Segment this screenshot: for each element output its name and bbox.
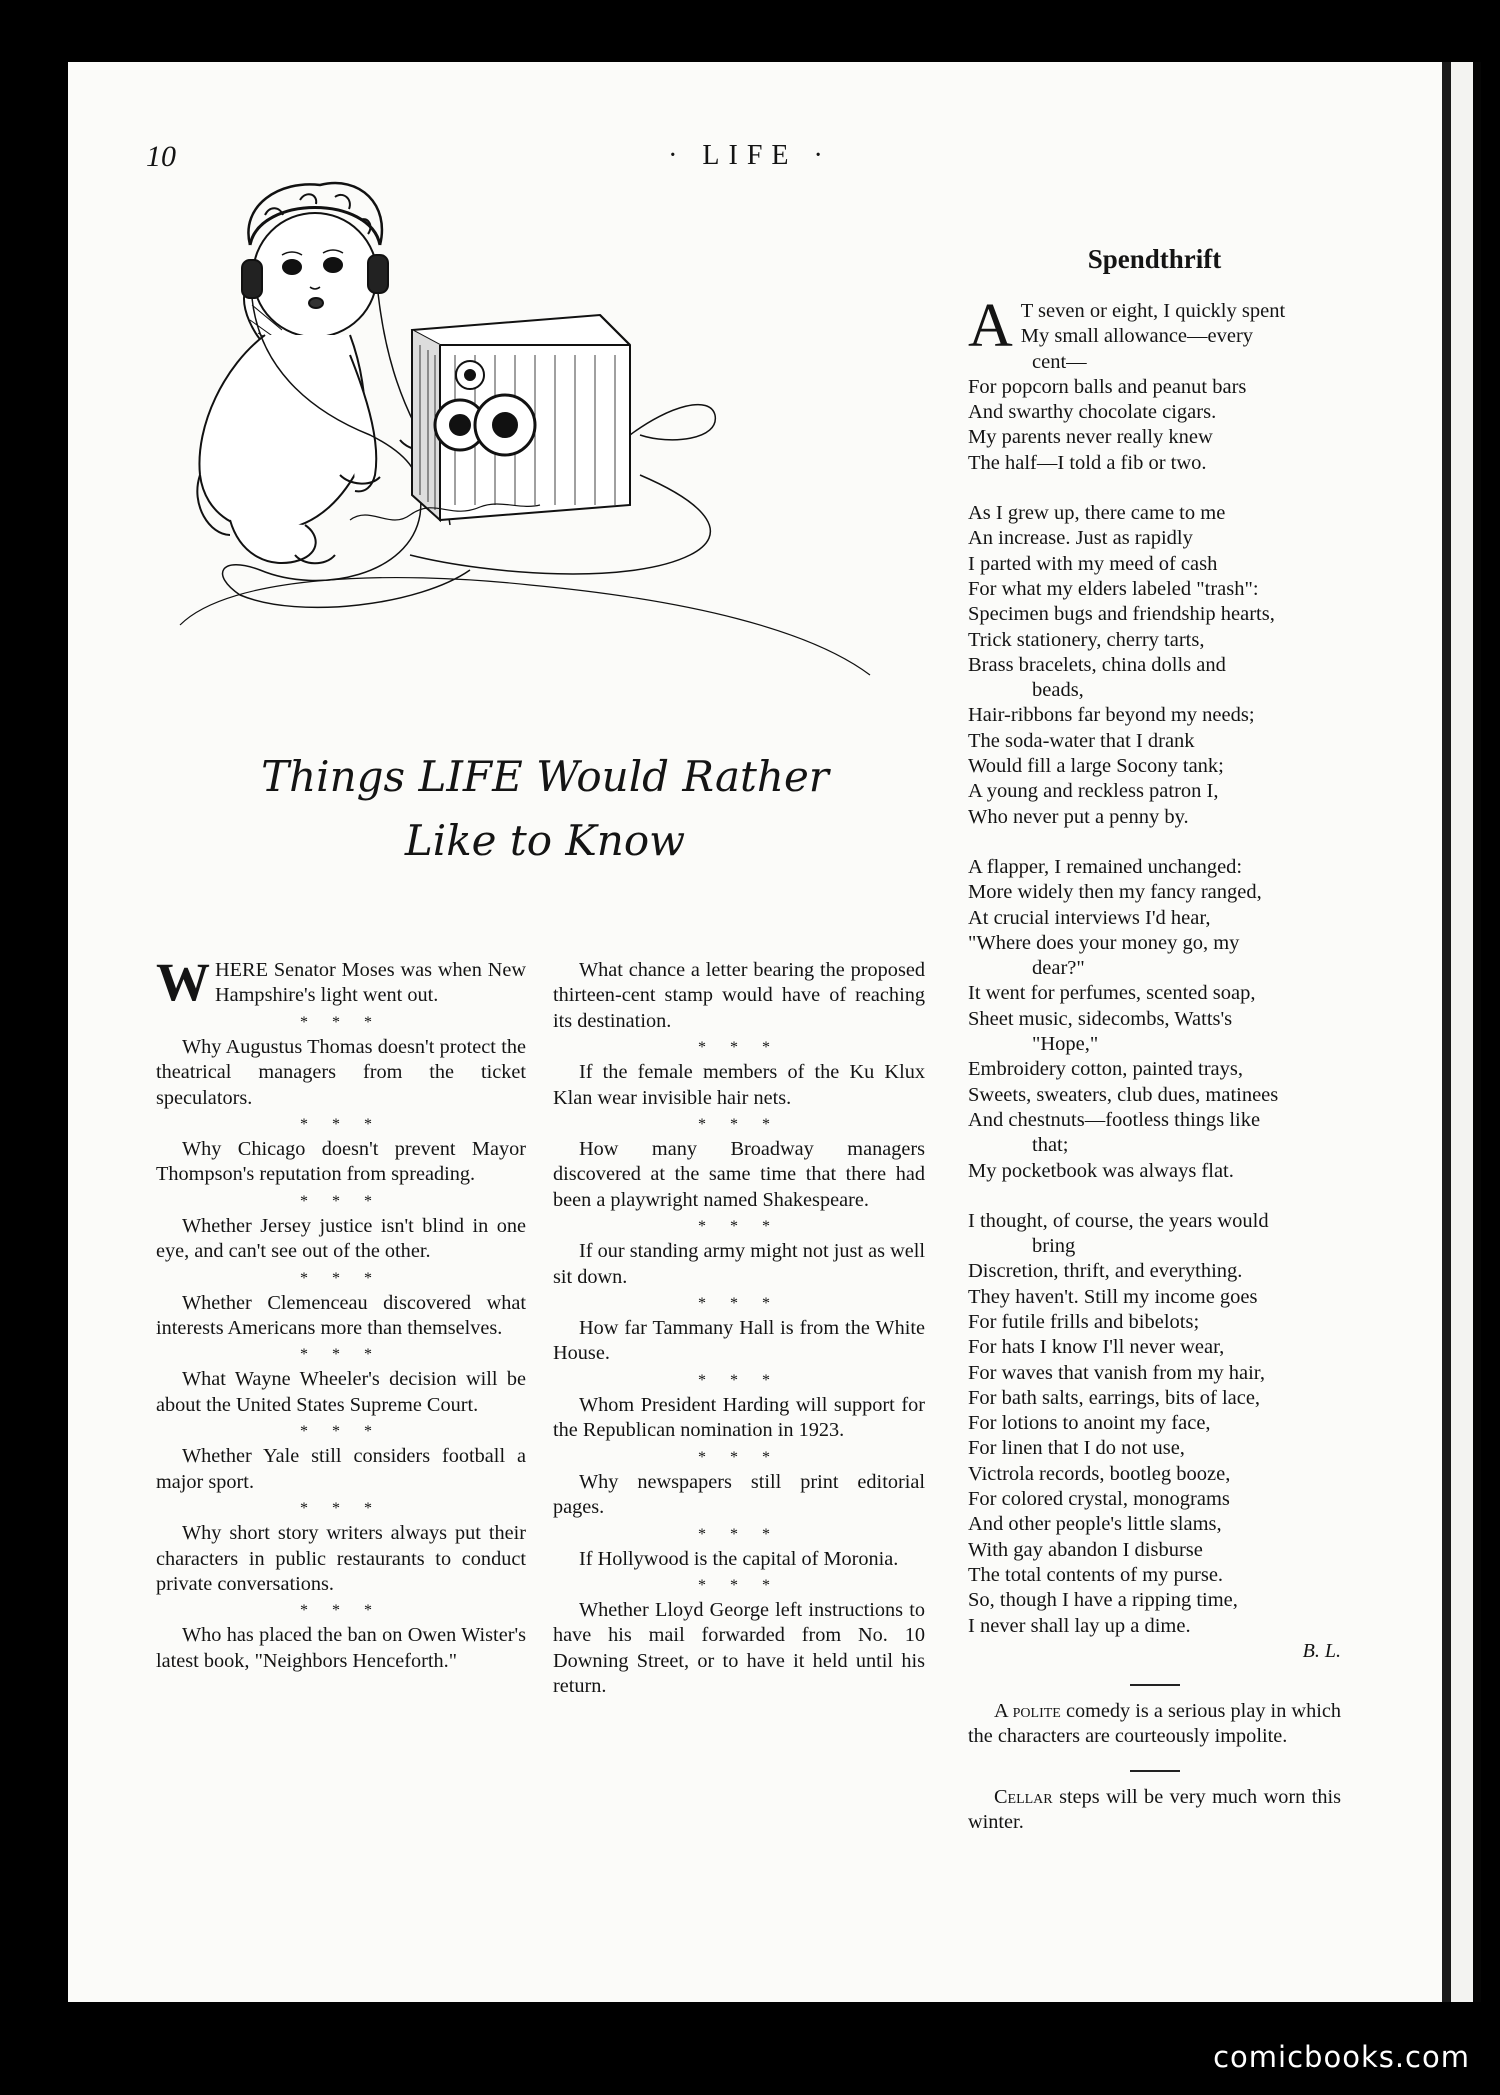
poem-line: I never shall lay up a dime.	[968, 1614, 1191, 1637]
feature-item: Why Augustus Thomas doesn't protect the theatrical managers from the ticket speculators.	[156, 1035, 526, 1109]
poem-line: For linen that I do not use,	[968, 1437, 1185, 1460]
feature-column-2	[553, 958, 925, 1700]
separator: * * *	[300, 1423, 382, 1441]
separator: * * *	[698, 1039, 780, 1057]
page-number: 10	[146, 140, 176, 173]
poem-line: beads,	[1032, 679, 1084, 702]
binding-shadow	[1473, 62, 1481, 2002]
poem-line: dear?"	[1032, 957, 1085, 980]
feature-title-line-2: Like to Know	[404, 816, 686, 865]
feature-item: Whom President Harding will support for the Republican nomination in 1923.	[553, 1393, 925, 1442]
poem-line: For popcorn balls and peanut bars	[968, 375, 1247, 398]
poem-line: So, though I have a ripping time,	[968, 1589, 1238, 1612]
poem-line: The soda-water that I drank	[968, 729, 1195, 752]
separator: * * *	[698, 1295, 780, 1313]
feature-item: How many Broadway managers discovered at the same time that there had been a playwright named Shakespeare.	[553, 1138, 925, 1211]
page-edge	[1442, 62, 1451, 2002]
poem-line: At crucial interviews I'd hear,	[968, 906, 1211, 929]
poem-line: Discretion, thrift, and everything.	[968, 1260, 1243, 1283]
separator: * * *	[300, 1116, 382, 1134]
poem-line: Who never put a penny by.	[968, 805, 1189, 828]
poem-line: bring	[1032, 1235, 1076, 1258]
poem-line: that;	[1032, 1134, 1069, 1157]
poem-line: "Hope,"	[1032, 1033, 1099, 1056]
separator: * * *	[300, 1013, 382, 1031]
poem-line: "Where does your money go, my	[968, 931, 1240, 954]
poem-line: With gay abandon I disburse	[968, 1538, 1203, 1561]
poem-line: More widely then my fancy ranged,	[968, 881, 1262, 904]
poem-stanza-3	[968, 855, 1341, 1184]
feature-item: Whether Lloyd George left instructions to have his mail forwarded from No. 10 Downing Street, or to have it held until his return.	[553, 1598, 925, 1698]
poem-stanza-1	[968, 292, 1341, 476]
separator: * * *	[300, 1192, 382, 1210]
cherub-radio-illustration	[170, 175, 930, 735]
poem-line: Embroidery cotton, painted trays,	[968, 1058, 1243, 1081]
poem-line: Hair-ribbons far beyond my needs;	[968, 704, 1255, 727]
poem-line: For hats I know I'll never wear,	[968, 1336, 1225, 1359]
separator: * * *	[698, 1525, 780, 1543]
separator: * * *	[698, 1116, 780, 1134]
poem-line: I parted with my meed of cash	[968, 552, 1218, 575]
poem-line: Sheet music, sidecombs, Watts's	[968, 1007, 1233, 1030]
poem-line: And chestnuts—footless things like	[968, 1108, 1261, 1131]
separator: * * *	[698, 1448, 780, 1466]
feature-item: If our standing army might not just as well sit down.	[553, 1240, 925, 1288]
poem-line: Would fill a large Socony tank;	[968, 755, 1224, 778]
separator: * * *	[300, 1269, 382, 1287]
feature-item: If the female members of the Ku Klux Klan wear invisible hair nets.	[553, 1061, 925, 1109]
poem-line: The total contents of my purse.	[968, 1563, 1224, 1586]
poem-line: For waves that vanish from my hair,	[968, 1361, 1265, 1384]
feature-item: Whether Jersey justice isn't blind in one eye, and can't see out of the other.	[156, 1214, 526, 1263]
feature-title	[240, 745, 850, 873]
squib: A polite comedy is a serious play in which the characters are courteously impolite.	[968, 1699, 1341, 1748]
poem-line: My parents never really knew	[968, 426, 1213, 449]
watermark: comicbooks.com	[1213, 2040, 1470, 2074]
separator: * * *	[300, 1602, 382, 1620]
feature-item: If Hollywood is the capital of Moronia.	[579, 1547, 899, 1570]
facing-page-edge	[1451, 62, 1473, 2002]
poem-byline: B. L.	[1302, 1639, 1341, 1662]
feature-column-1	[156, 952, 526, 1674]
poem-line: cent—	[1032, 350, 1087, 373]
poem-line: And swarthy chocolate cigars.	[968, 401, 1217, 424]
section-rule	[1130, 1684, 1180, 1686]
poem-line: Specimen bugs and friendship hearts,	[968, 603, 1275, 626]
drop-cap: A	[968, 292, 1013, 360]
feature-item: Whether Clemenceau discovered what interests Americans more than themselves.	[156, 1291, 526, 1340]
poem-line: Brass bracelets, china dolls and	[968, 653, 1226, 676]
poem-line: For what my elders labeled "trash":	[968, 577, 1259, 600]
poem-line: Trick stationery, cherry tarts,	[968, 628, 1205, 651]
poem-spendthrift	[968, 244, 1341, 1835]
feature-item: Why newspapers still print editorial pages.	[553, 1470, 925, 1519]
poem-line: A flapper, I remained unchanged:	[968, 855, 1243, 878]
squib: Cellar steps will be very much worn this winter.	[968, 1785, 1341, 1834]
poem-line: For colored crystal, monograms	[968, 1488, 1230, 1511]
feature-item: Whether Yale still considers football a major sport.	[156, 1445, 526, 1493]
poem-line: T seven or eight, I quickly spent	[1020, 300, 1286, 322]
poem-line: For lotions to anoint my face,	[968, 1412, 1211, 1435]
poem-line: My pocketbook was always flat.	[968, 1159, 1234, 1182]
poem-line: It went for perfumes, scented soap,	[968, 982, 1256, 1005]
feature-title-line-1: Things LIFE Would Rather	[261, 752, 829, 801]
poem-line: And other people's little slams,	[968, 1513, 1222, 1536]
feature-item: WHERE Senator Moses was when New Hampshire's light went out.	[156, 952, 526, 1012]
feature-item: Why Chicago doesn't prevent Mayor Thompson's reputation from spreading.	[156, 1138, 526, 1186]
separator: * * *	[698, 1576, 780, 1594]
section-rule	[1130, 1770, 1180, 1772]
poem-line: An increase. Just as rapidly	[968, 527, 1193, 550]
drop-cap: W	[156, 952, 210, 1012]
feature-item: What chance a letter bearing the proposed thirteen-cent stamp would have of reaching its destination.	[553, 959, 925, 1032]
feature-item: Why short story writers always put their characters in public restaurants to conduct private conversations.	[156, 1522, 526, 1595]
poem-stanza-4	[968, 1209, 1341, 1639]
separator: * * *	[300, 1500, 382, 1518]
poem-line: The half—I told a fib or two.	[968, 451, 1207, 474]
feature-item: Who has placed the ban on Owen Wister's latest book, "Neighbors Henceforth."	[156, 1624, 526, 1672]
poem-line: Victrola records, bootleg booze,	[968, 1462, 1231, 1485]
feature-item: What Wayne Wheeler's decision will be about the United States Supreme Court.	[156, 1368, 526, 1416]
feature-item: How far Tammany Hall is from the White House.	[553, 1317, 925, 1365]
poem-line: My small allowance—every	[1020, 325, 1254, 348]
poem-line: They haven't. Still my income goes	[968, 1285, 1258, 1308]
separator: * * *	[300, 1346, 382, 1364]
separator: * * *	[698, 1218, 780, 1236]
poem-line: I thought, of course, the years would	[968, 1209, 1269, 1232]
poem-line: As I grew up, there came to me	[968, 502, 1226, 525]
poem-line: For bath salts, earrings, bits of lace,	[968, 1386, 1261, 1409]
poem-line: Sweets, sweaters, club dues, matinees	[968, 1083, 1279, 1106]
poem-line: A young and reckless patron I,	[968, 780, 1219, 803]
poem-stanza-2	[968, 501, 1341, 830]
poem-line: For futile frills and bibelots;	[968, 1310, 1200, 1333]
running-head: · LIFE ·	[668, 140, 832, 171]
separator: * * *	[698, 1371, 780, 1389]
poem-title: Spendthrift	[1087, 244, 1222, 274]
